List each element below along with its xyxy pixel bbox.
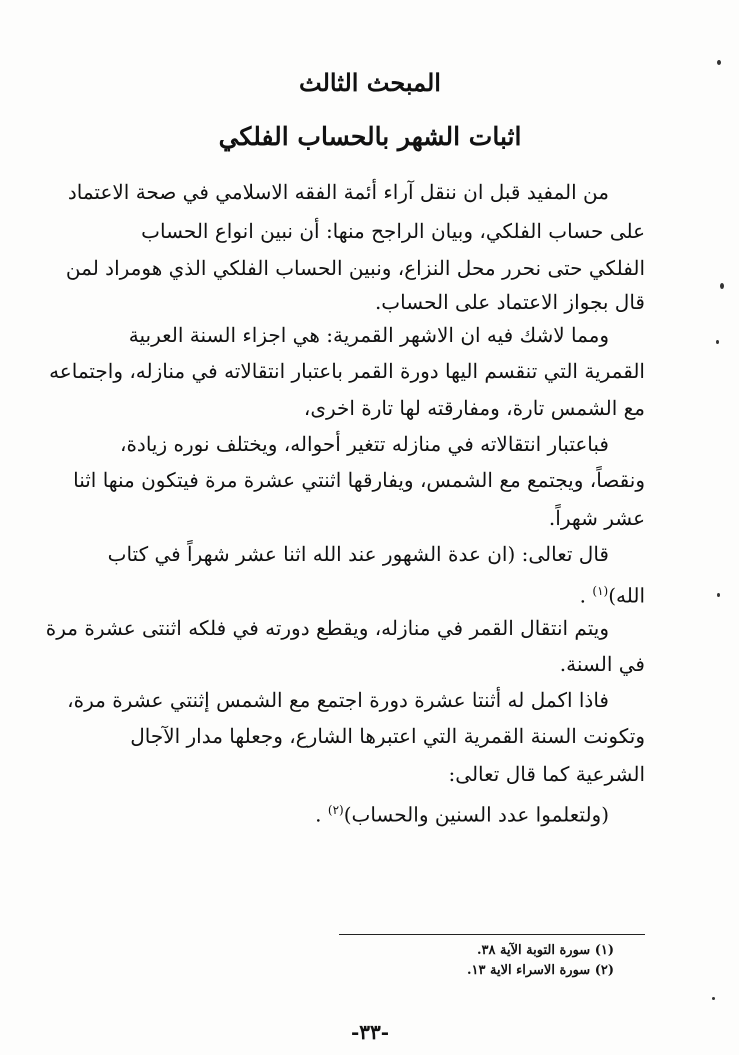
scan-speck [717,593,720,597]
body-line: مع الشمس تارة، ومفارقته لها تارة اخرى، [303,396,645,420]
body-line: الفلكي حتى نحرر محل النزاع، ونبين الحساب الفلكي الذي هومراد لمن [65,256,645,280]
body-line: الشرعية كما قال تعالى: [448,762,645,786]
scan-speck [712,997,715,1000]
body-line: وتكونت السنة القمرية التي اعتبرها الشارع، وجعلها مدار الآجال [130,724,645,748]
body-line: قال بجواز الاعتماد على الحساب. [374,290,645,314]
body-line: فاذا اكمل له أثنتا عشرة دورة اجتمع مع الشمس إثنتي عشرة مرة، [67,688,609,712]
body-line: على حساب الفلكي، وبيان الراجح منها: أن نبين انواع الحساب [141,219,645,243]
chapter-heading: المبحث الثالث [299,68,441,97]
scan-speck [720,283,724,289]
scan-speck [717,60,721,65]
verse-end-punct: . [579,583,587,608]
body-line: قال تعالى: (ان عدة الشهور عند الله اثنا عشر شهراً في كتاب [107,542,609,566]
footnote: (١) سورة التوبة الآية ٣٨. [476,943,614,958]
body-line: ويتم انتقال القمر في منازله، ويقطع دورته في فلكه اثنتى عشرة مرة [45,616,609,640]
footnote-ref: (٢) [327,803,344,817]
section-title: اثبات الشهر بالحساب الفلكي [218,122,522,151]
verse-quote: (ولتعلموا عدد السنين والحساب) [343,802,609,827]
footnote-ref: (١) [592,584,609,598]
verse-end: الله) [608,583,645,608]
body-line: فباعتبار انتقالاته في منازله تتغير أحواله، ويختلف نوره زيادة، [119,432,609,456]
verse-quote-punct: . [315,802,322,827]
footnote-divider [339,934,645,935]
body-line: من المفيد قبل ان ننقل آراء أئمة الفقه الاسلامي في صحة الاعتماد [67,180,609,204]
body-line [315,796,609,829]
scan-speck [716,340,719,344]
body-line: ونقصاً، ويجتمع مع الشمس، ويفارقها اثنتي عشرة مرة فيتكون منها اثنا [73,468,645,492]
body-line: القمرية التي تنقسم اليها دورة القمر باعتبار انتقالاته في منازله، واجتماعه [49,359,645,383]
body-line: عشر شهراً. [548,506,645,530]
body-line: في السنة. [559,652,645,676]
page-number: -٣٣- [350,1020,390,1044]
footnote: (٢) سورة الاسراء الاية ١٣. [466,963,614,978]
body-line: ومما لاشك فيه ان الاشهر القمرية: هي اجزاء السنة العربية [128,323,609,347]
body-line [580,577,645,610]
